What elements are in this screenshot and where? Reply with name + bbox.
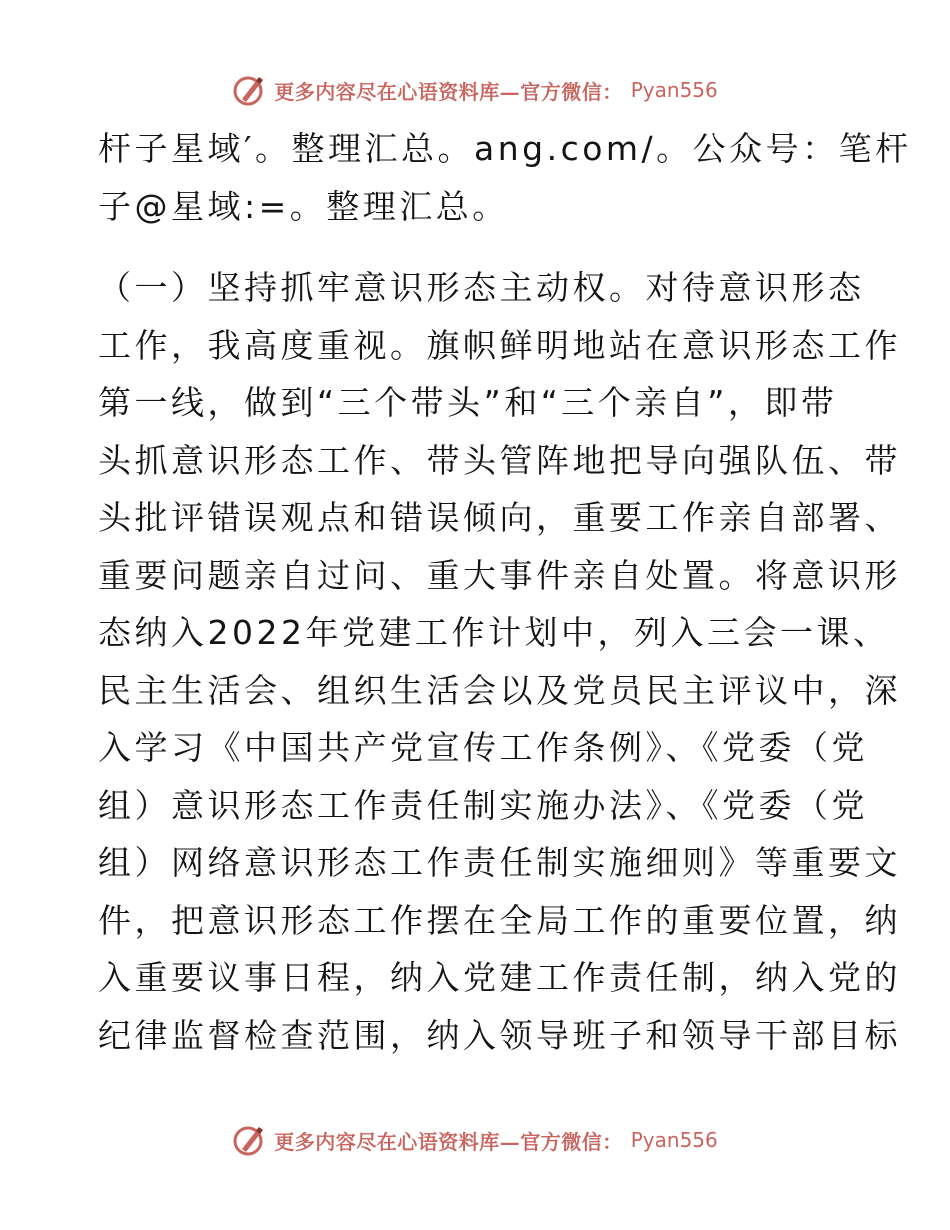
text-line: 态纳入2022年党建工作计划中，列入三会一课、	[98, 613, 890, 652]
text-line: 组）网络意识形态工作责任制实施细则》等重要文	[98, 843, 901, 882]
main-paragraph	[98, 259, 901, 1064]
pen-circle-logo-icon	[232, 73, 266, 107]
document-body	[98, 120, 912, 1064]
intro-paragraph	[98, 120, 912, 235]
text-line: 头抓意识形态工作、带头管阵地把导向强队伍、带	[98, 440, 901, 480]
footer-wechat-id: Pyan556	[630, 1128, 718, 1152]
footer-banner	[0, 1120, 950, 1160]
text-line: 纪律监督检查范围，纳入领导班子和领导干部目标	[98, 1015, 901, 1055]
header-wechat-id: Pyan556	[630, 78, 718, 102]
text-line: 杆子星域′。整理汇总。ang.com/。公众号：笔杆	[98, 129, 912, 168]
text-line: 重要问题亲自过问、重大事件亲自处置。将意识形	[98, 555, 901, 595]
text-line: 件，把意识形态工作摆在全局工作的重要位置，纳	[98, 900, 901, 940]
pen-circle-logo-icon	[232, 1123, 266, 1157]
text-line: 工作，我高度重视。旗帜鲜明地站在意识形态工作	[98, 325, 901, 365]
text-line: 民主生活会、组织生活会以及党员民主评议中，深	[98, 670, 901, 710]
header-banner-text: 更多内容尽在心语资料库—官方微信：	[274, 79, 623, 104]
text-line: 入重要议事日程，纳入党建工作责任制，纳入党的	[98, 958, 901, 997]
text-line: （一）坚持抓牢意识形态主动权。对待意识形态	[98, 268, 865, 307]
text-line: 头批评错误观点和错误倾向，重要工作亲自部署、	[98, 498, 901, 537]
text-line: 子@星域:=。整理汇总。	[98, 186, 509, 226]
text-line: 组）意识形态工作责任制实施办法》、《党委（党	[98, 785, 868, 825]
header-banner	[0, 70, 950, 110]
text-line: 第一线，做到“三个带头”和“三个亲自”，即带	[98, 383, 838, 422]
text-line: 入学习《中国共产党宣传工作条例》、《党委（党	[98, 728, 868, 767]
footer-banner-text: 更多内容尽在心语资料库—官方微信：	[274, 1129, 623, 1154]
